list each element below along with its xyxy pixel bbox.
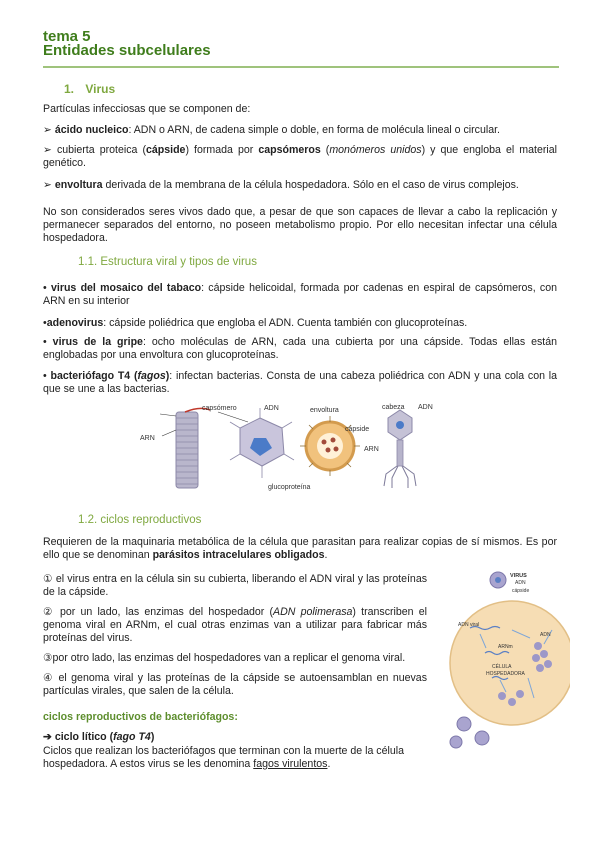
term-adenovirus: adenovirus [46, 317, 104, 329]
section-1-number: 1. [64, 82, 75, 96]
arrow-right-icon: ➔ [43, 731, 52, 743]
step-number-4: ④ [43, 672, 55, 684]
capsid-text-pre: cubierta proteica ( [51, 144, 146, 156]
header-divider [43, 66, 559, 68]
replication-cycle-figure [440, 568, 570, 750]
component-capsid [43, 144, 557, 170]
capsid-text-post: ) y que engloba el material genético. [43, 144, 557, 169]
term-t4: bacteriófago T4 [50, 370, 131, 382]
released-virus-particles [450, 717, 489, 748]
step-number-1: ① [43, 573, 53, 585]
label-capsomero: capsómero [202, 405, 237, 412]
section-1-title: Virus [85, 82, 116, 96]
reproduction-text-post: . [324, 549, 328, 561]
term-obligate-parasites: parásitos intracelulares obligados [152, 549, 325, 561]
bacteriophage-cycles-heading: ciclos reproductivos de bacteriófagos: [43, 711, 238, 723]
label-arn-flu: ARN [364, 446, 379, 453]
label-celula: CÉLULA [492, 664, 512, 670]
page-header [43, 30, 211, 58]
term-fagos: fagos [137, 370, 166, 382]
label-adn-viral: ADN viral [458, 622, 480, 628]
virus-type-flu [43, 336, 557, 362]
virus-structures-figure [140, 400, 460, 495]
step-number-3: ③ [43, 652, 53, 664]
cycle-step-2 [43, 606, 427, 645]
term-nucleic-acid: ácido nucleico [54, 124, 129, 136]
tobacco-mosaic-virus-illustration [160, 408, 210, 488]
section-1-1-heading: 1.1. Estructura viral y tipos de virus [78, 256, 257, 268]
tobacco-desc: : cápside helicoidal, formada por cadenas en espiral de capsómeros, con ARN en su interior [43, 282, 557, 307]
nucleic-acid-desc: : ADN o ARN, de cadena simple o doble, en forma de molécula lineal o circular. [128, 124, 501, 136]
virus-particle-top [490, 572, 506, 588]
bacteriophage-illustration [384, 410, 416, 488]
adenovirus-illustration [230, 408, 294, 478]
reproduction-intro [43, 536, 557, 562]
virus-type-tobacco [43, 282, 557, 308]
unit-label: tema 5 [43, 28, 91, 45]
label-capside: cápside [345, 426, 370, 433]
section-1-heading [64, 82, 115, 96]
arrow-icon: ➢ [43, 179, 52, 191]
lytic-paren-open: ( [106, 731, 114, 743]
lytic-cycle-heading [43, 731, 427, 744]
term-fagos-virulentos: fagos virulentos [253, 758, 328, 770]
reproduction-text-pre: Requieren de la maquinaria metabólica de la célula que parasitan para realizar copias de sí mismos. Es por ello que se denominan [43, 536, 557, 561]
label-envoltura: envoltura [310, 407, 339, 414]
cycle-step-3 [43, 652, 427, 665]
virus-type-t4 [43, 370, 557, 396]
page-title: Entidades subcelulares [43, 42, 211, 59]
term-capsid: cápside [145, 144, 186, 156]
section-1-2-heading: 1.2. ciclos reproductivos [78, 514, 202, 526]
virus-type-adenovirus [43, 317, 557, 330]
envelope-desc: derivada de la membrana de la célula hospedadora. Sólo en el caso de virus complejos. [102, 179, 519, 191]
step-2-text-pre: por un lado, las enzimas del hospedador ( [54, 606, 274, 618]
label-adn-phage: ADN [418, 404, 433, 411]
capsid-italic: monómeros unidos [329, 144, 422, 156]
lytic-cycle-text [43, 745, 443, 771]
arrow-icon: ➢ [43, 124, 52, 136]
term-fago-t4: fago T4 [113, 731, 151, 743]
t4-paren-close: ) [165, 370, 170, 382]
label-adn-top: ADN [515, 580, 526, 586]
label-capside-top: cápside [512, 588, 530, 594]
label-adn-right: ADN [540, 632, 551, 638]
step-4-text: el genoma viral y las proteínas de la cápside se autoensamblan en nuevas partículas virales, que salen de la célula. [43, 672, 427, 697]
label-arnm: ARNm [498, 644, 513, 650]
bullet-icon: • [43, 336, 47, 348]
lytic-text-pre: Ciclos que realizan los bacteriófagos que terminan con la muerte de la célula hospedadora. A estos virus se les denomina [43, 745, 404, 770]
arrow-icon: ➢ [43, 144, 52, 156]
label-arn-tobacco: ARN [140, 435, 155, 442]
non-living-paragraph: No son considerados seres vivos dado que, a pesar de que son capaces de llevar a cabo la replicación y permanecer separados del entorno, no poseen metabolismo propio. Por ello necesitan infectar una célula hospedadora. [43, 206, 557, 244]
t4-paren-open: ( [130, 370, 138, 382]
intro-text: Partículas infecciosas que se componen de: [43, 103, 251, 115]
lytic-text-post: . [327, 758, 331, 770]
host-cell-illustration [450, 601, 570, 725]
step-3-text: por otro lado, las enzimas del hospedadores van a replicar el genoma viral. [52, 652, 406, 664]
term-capsomeros: capsómeros [258, 144, 321, 156]
label-glucoproteina: glucoproteína [268, 484, 311, 491]
lytic-paren-close: ) [150, 731, 155, 743]
bullet-icon: • [43, 370, 47, 382]
term-envelope: envoltura [54, 179, 103, 191]
step-number-2: ② [43, 606, 55, 618]
capsid-text-mid: ) formada por [185, 144, 259, 156]
bullet-icon: • [43, 317, 47, 329]
term-lytic-cycle: ciclo lítico [54, 731, 107, 743]
component-nucleic-acid [43, 124, 557, 137]
step-2-text-post: ) transcriben el genoma viral en ARNm, el cual otras enzimas van a utilizar para fabricar más proteínas del virus. [43, 606, 427, 644]
bullet-icon: • [43, 282, 47, 294]
cycle-step-1 [43, 573, 427, 599]
label-adn-adenovirus: ADN [264, 405, 279, 412]
flu-virus-illustration [300, 416, 360, 476]
cycle-step-4 [43, 672, 427, 698]
label-cabeza: cabeza [382, 404, 405, 411]
step-1-text: el virus entra en la célula sin su cubierta, liberando el ADN viral y las proteínas de la cápside. [43, 573, 428, 598]
label-virus: VIRUS [510, 573, 527, 579]
term-tobacco: virus del mosaico del tabaco [50, 282, 202, 294]
flu-desc: : ocho moléculas de ARN, cada una cubierta por una cápside. Todas ellas están englobadas por una envoltura con glucoproteínas. [43, 336, 557, 361]
component-envelope [43, 179, 557, 192]
capsid-paren-open: ( [320, 144, 330, 156]
term-flu: virus de la gripe [52, 336, 143, 348]
term-adn-polimerasa: ADN polimerasa [273, 606, 353, 618]
t4-desc: : infectan bacterias. Consta de una cabeza poliédrica con ADN y una cola con la que se une a las bacterias. [43, 370, 557, 395]
adenovirus-desc: : cápside poliédrica que engloba el ADN. Cuenta también con glucoproteínas. [103, 317, 468, 329]
label-hospedadora: HOSPEDADORA [486, 671, 525, 677]
